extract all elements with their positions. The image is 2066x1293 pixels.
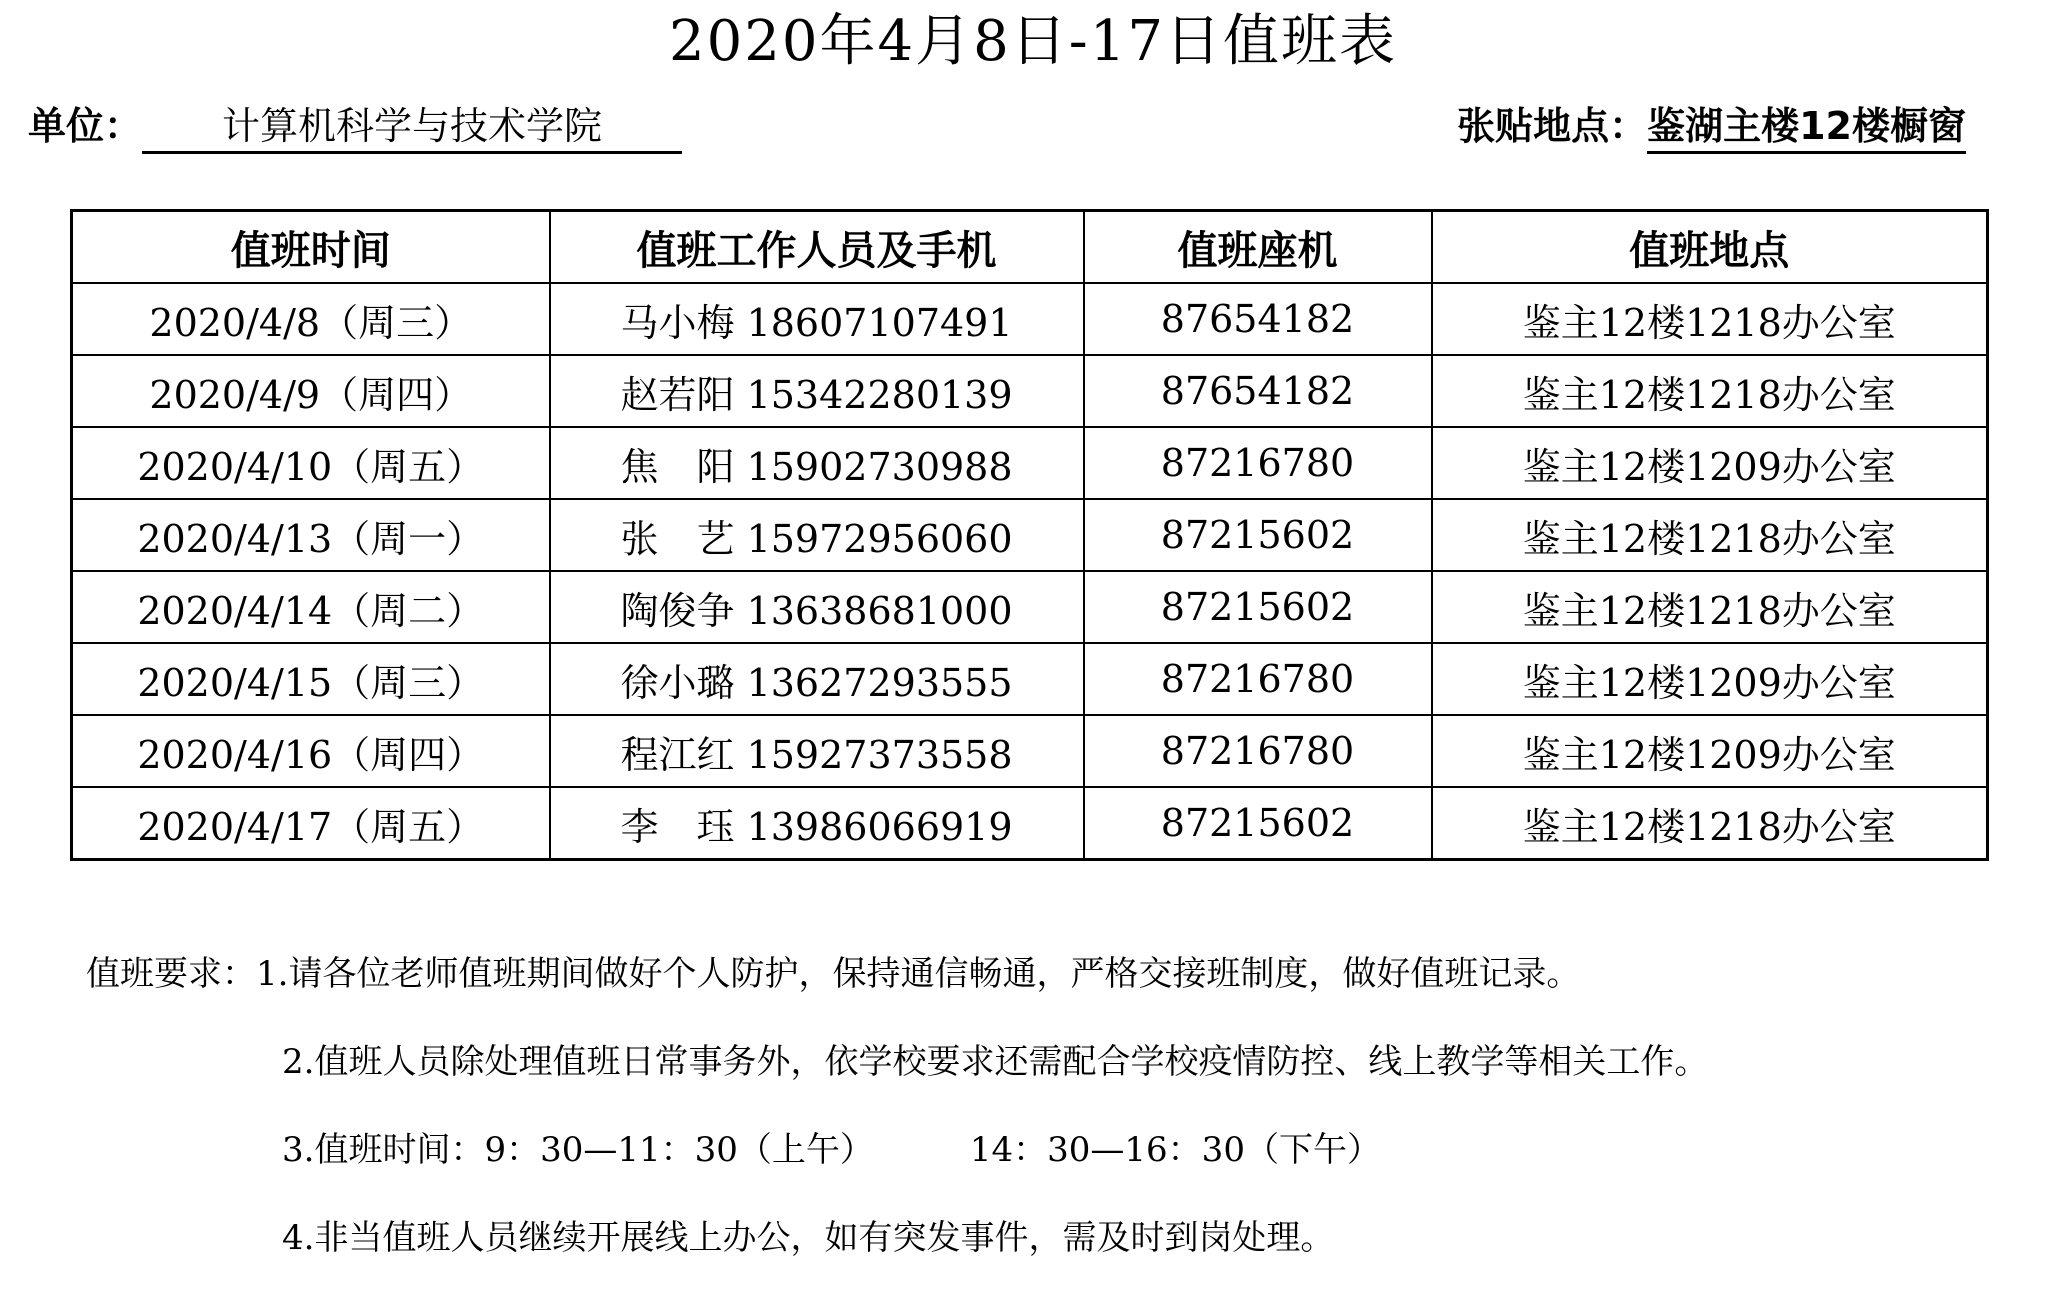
duty-date: 2020/4/8（周三） xyxy=(72,283,550,355)
duty-phone: 87215602 xyxy=(1084,499,1432,571)
duty-phone: 87215602 xyxy=(1084,571,1432,643)
duty-location: 鉴主12楼1218办公室 xyxy=(1432,355,1988,427)
duty-phone: 87216780 xyxy=(1084,643,1432,715)
duty-date: 2020/4/16（周四） xyxy=(72,715,550,787)
duty-phone: 87654182 xyxy=(1084,283,1432,355)
page-title: 2020年4月8日-17日值班表 xyxy=(669,9,1397,74)
duty-staff: 赵若阳 15342280139 xyxy=(550,355,1084,427)
duty-date: 2020/4/15（周三） xyxy=(72,643,550,715)
duty-phone: 87216780 xyxy=(1084,715,1432,787)
duty-staff: 焦 阳 15902730988 xyxy=(550,427,1084,499)
requirement-line-4 xyxy=(86,1194,1708,1282)
duty-date: 2020/4/9（周四） xyxy=(72,355,550,427)
table-row xyxy=(72,283,1988,355)
header-duty-staff: 值班工作人员及手机 xyxy=(550,211,1084,284)
requirement-time-prefix: 3.值班时间： xyxy=(282,1130,485,1170)
duty-staff: 徐小璐 13627293555 xyxy=(550,643,1084,715)
requirement-time-morning: 9：30—11：30（上午） xyxy=(484,1130,874,1170)
duty-phone: 87216780 xyxy=(1084,427,1432,499)
duty-phone: 87654182 xyxy=(1084,355,1432,427)
requirement-item-4: 4.非当值班人员继续开展线上办公，如有突发事件，需及时到岗处理。 xyxy=(282,1218,1335,1258)
duty-date: 2020/4/10（周五） xyxy=(72,427,550,499)
duty-location: 鉴主12楼1218办公室 xyxy=(1432,787,1988,860)
duty-date: 2020/4/14（周二） xyxy=(72,571,550,643)
unit-value: 计算机科学与技术学院 xyxy=(142,101,682,154)
duty-location: 鉴主12楼1218办公室 xyxy=(1432,499,1988,571)
duty-staff: 李 珏 13986066919 xyxy=(550,787,1084,860)
posting-location-label: 张贴地点： xyxy=(1457,104,1648,148)
table-row xyxy=(72,571,1988,643)
duty-schedule-table xyxy=(70,209,1989,861)
requirement-item-1: 1.请各位老师值班期间做好个人防护，保持通信畅通，严格交接班制度，做好值班记录。 xyxy=(256,954,1581,994)
table-row xyxy=(72,643,1988,715)
header-duty-phone: 值班座机 xyxy=(1084,211,1432,284)
requirement-item-2: 2.值班人员除处理值班日常事务外，依学校要求还需配合学校疫情防控、线上教学等相关工作。 xyxy=(282,1042,1709,1082)
header-duty-time: 值班时间 xyxy=(72,211,550,284)
table-row xyxy=(72,715,1988,787)
duty-location: 鉴主12楼1209办公室 xyxy=(1432,643,1988,715)
duty-staff: 马小梅 18607107491 xyxy=(550,283,1084,355)
requirement-time-afternoon: 14：30—16：30（下午） xyxy=(969,1130,1381,1170)
requirements-label: 值班要求： xyxy=(86,954,256,994)
posting-location-row xyxy=(1457,98,1966,154)
duty-location: 鉴主12楼1209办公室 xyxy=(1432,427,1988,499)
duty-requirements xyxy=(86,930,1708,1282)
requirement-line-3 xyxy=(86,1106,1708,1194)
duty-date: 2020/4/17（周五） xyxy=(72,787,550,860)
duty-date: 2020/4/13（周一） xyxy=(72,499,550,571)
table-row xyxy=(72,787,1988,860)
duty-location: 鉴主12楼1218办公室 xyxy=(1432,283,1988,355)
duty-staff: 张 艺 15972956060 xyxy=(550,499,1084,571)
table-row xyxy=(72,355,1988,427)
posting-location-value: 鉴湖主楼12楼橱窗 xyxy=(1647,101,1966,154)
duty-location: 鉴主12楼1218办公室 xyxy=(1432,571,1988,643)
requirement-line-1 xyxy=(86,930,1708,1018)
unit-row xyxy=(28,98,682,154)
unit-label: 单位： xyxy=(28,104,143,148)
header-duty-location: 值班地点 xyxy=(1432,211,1988,284)
duty-staff: 程江红 15927373558 xyxy=(550,715,1084,787)
requirement-line-2 xyxy=(86,1018,1708,1106)
duty-location: 鉴主12楼1209办公室 xyxy=(1432,715,1988,787)
table-row xyxy=(72,499,1988,571)
duty-staff: 陶俊争 13638681000 xyxy=(550,571,1084,643)
table-header-row xyxy=(72,211,1988,284)
table-row xyxy=(72,427,1988,499)
duty-phone: 87215602 xyxy=(1084,787,1432,860)
